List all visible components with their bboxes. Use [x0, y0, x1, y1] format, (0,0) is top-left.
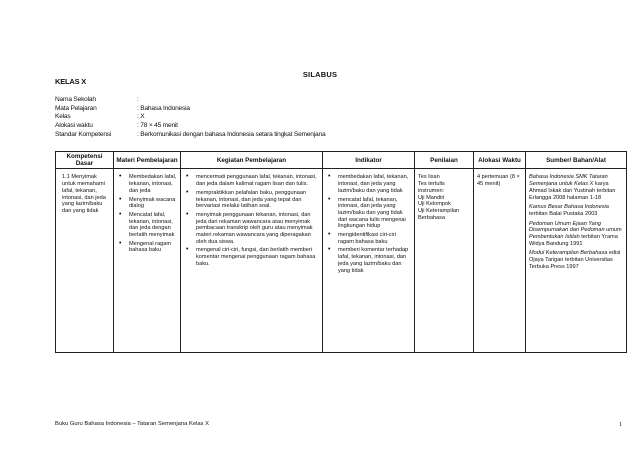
- table-header-row: [56, 152, 627, 169]
- penilaian-line: Tes lisan: [418, 174, 440, 181]
- info-row-standar-kompetensi: [55, 131, 325, 140]
- materi-item: • Menyimak wacana dialog: [117, 197, 177, 210]
- penilaian-cell: [415, 169, 474, 353]
- header-alokasi-waktu: Alokasi Waktu: [474, 152, 526, 169]
- header-kompetensi-dasar: Kompetensi Dasar: [56, 152, 114, 169]
- sumber-detail: terbitan Balai Pustaka 2003: [529, 210, 598, 217]
- sumber-entry: [529, 204, 623, 217]
- kompetensi-dasar-cell: [56, 169, 114, 353]
- sumber-title: Kamus Besar Bahasa Indonesia: [529, 204, 609, 211]
- alokasi-text: 4 pertemuan (8 × 45 menit): [477, 174, 520, 188]
- page-number: 1: [619, 421, 623, 428]
- info-row-nama-sekolah: [55, 96, 325, 105]
- header-penilaian: Penilaian: [415, 152, 474, 169]
- penilaian-line: instrumen:: [418, 187, 445, 194]
- indikator-item: • mengidentifikasi ciri-ciri ragam bahasa baku: [326, 232, 411, 245]
- document-title: SILABUS: [302, 70, 338, 79]
- penilaian-line: Tes tertulis: [418, 181, 445, 188]
- info-key: Standar Kompetensi: [55, 130, 112, 138]
- sumber-title: Pedoman Umum Ejaan Yang Disempurnakan dan Pedoman umum Pembentukan Istilah: [529, 220, 622, 241]
- sumber-title: Modul Keterampilan Berbahasa: [529, 250, 608, 257]
- info-row-alokasi-waktu: [55, 122, 325, 131]
- info-value: :: [137, 96, 139, 103]
- kompetensi-text: Menyimak untuk memahami lafal, tekanan, intonasi, dan jeda yang lazim/baku dan yang tidak: [62, 174, 106, 214]
- sumber-detail: edisi Ojaya Tarigan terbitan Universitas Terbuka Press 1997: [529, 250, 621, 270]
- indikator-cell: [323, 169, 415, 353]
- kegiatan-cell: [181, 169, 323, 353]
- info-block: [55, 96, 325, 140]
- info-value: : Berkomunikasi dengan bahasa Indonesia setara tingkat Semenjana: [137, 130, 326, 138]
- info-value: : X: [137, 113, 145, 121]
- kegiatan-item: • mempraktikkan pelafalan baku, penggunaan tekanan, intonasi, dan jeda yang tepat dan bervariasi melalui latihan soal.: [184, 190, 319, 210]
- page-footer: Buku Guru Bahasa Indonesia – Tataran Semenjana Kelas X: [55, 421, 209, 427]
- info-row-mata-pelajaran: [55, 105, 325, 114]
- info-value: : 78 × 45 menit: [137, 122, 178, 130]
- header-indikator: Indikator: [323, 152, 415, 169]
- sumber-entry: [529, 174, 623, 201]
- info-row-kelas: [55, 113, 325, 122]
- info-value: : Bahasa Indonesia: [137, 104, 190, 112]
- table-row: [56, 169, 627, 353]
- penilaian-line: Uji Mandiri: [418, 194, 445, 201]
- materi-item: • Mencatat lafal, tekanan, intonasi, dan jeda dengan berlatih menyimak: [117, 212, 177, 239]
- header-kegiatan-pembelajaran: Kegiatan Pembelajaran: [181, 152, 323, 169]
- info-key: Mata Pelajaran: [55, 104, 97, 112]
- materi-item: • Membedakan lafal, tekanan, intonasi, dan jeda: [117, 174, 177, 194]
- materi-item: • Mengenal ragam bahasa baku: [117, 241, 177, 254]
- indikator-item: • memberi komentar terhadap lafal, tekanan, intonasi, dan jeda yang lazim/baku dan yang tidak: [326, 247, 411, 274]
- info-key: Nama Sekolah: [55, 96, 96, 103]
- materi-cell: [114, 169, 181, 353]
- penilaian-line: Uji Kelompok: [418, 201, 451, 208]
- sumber-detail: karya Ahmad Iskak dan Yustinah terbitan Erlangga 2008 halaman 1-18: [529, 181, 616, 201]
- penilaian-line: Uji Keterampilan Berbahasa: [418, 207, 460, 221]
- silabus-table: [55, 151, 627, 353]
- kegiatan-item: • menyimak penggunaan tekanan, intonasi, dan jeda dari rekaman wawancara atau menyimak pembacaan transkrip oleh guru atau menyimak materi rekaman wawancara yang diperagakan oleh dua siswa.: [184, 212, 319, 246]
- sumber-cell: [526, 169, 627, 353]
- kompetensi-number: 1.1: [62, 174, 70, 181]
- kegiatan-item: • mencermati penggunaan lafal, tekanan, intonasi, dan jeda dalam kalimat ragam lisan dan tulis.: [184, 174, 319, 187]
- header-materi-pembelajaran: Materi Pembelajaran: [114, 152, 181, 169]
- sumber-entry: [529, 221, 623, 248]
- sumber-detail: terbitan Yrama Widya Bandung 1991: [529, 234, 618, 247]
- kegiatan-item: • mengenal ciri-ciri, fungsi, dan berlatih memberi komentar mengenai penggunaan ragam bahasa baku.: [184, 247, 319, 267]
- kelas-heading: KELAS X: [55, 77, 87, 86]
- info-key: Alokasi waktu: [55, 122, 93, 130]
- alokasi-cell: [474, 169, 526, 353]
- sumber-title: Bahasa Indonesia SMK Tataran Semenjana untuk Kelas X: [529, 174, 608, 188]
- info-key: Kelas: [55, 113, 71, 121]
- indikator-item: • mencatat lafal, tekanan, intonasi, dan jeda yang lazim/baku dan yang tidak dari wacana tulis mengenai lingkungan hidup: [326, 197, 411, 231]
- header-sumber-bahan-alat: Sumber/ Bahan/Alat: [526, 152, 627, 169]
- indikator-item: • membedakan lafal, tekanan, intonasi, dan jeda yang lazim/baku dan yang tidak: [326, 174, 411, 194]
- sumber-entry: [529, 250, 623, 270]
